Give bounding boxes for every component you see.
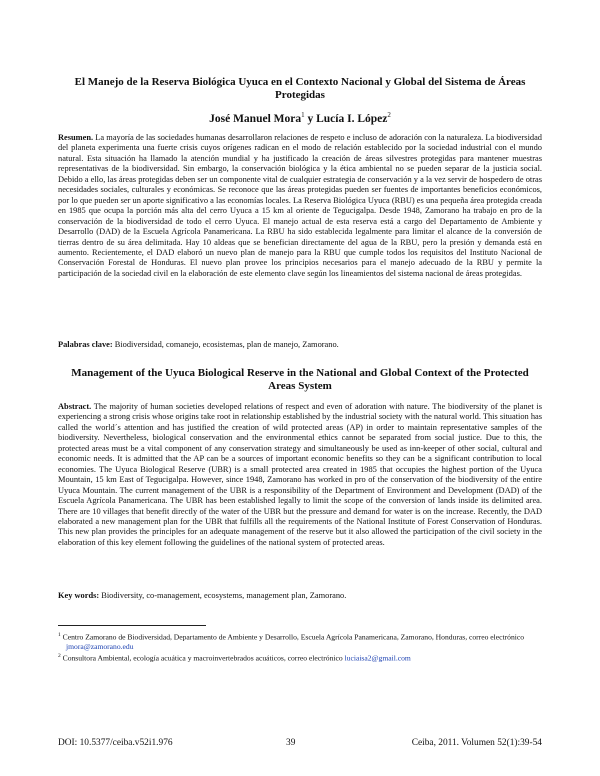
resumen-paragraph (58, 133, 542, 279)
abstract-paragraph (58, 402, 542, 548)
author-2-footnote-mark[interactable]: 2 (387, 111, 391, 119)
author-2: Lucía I. López (316, 112, 388, 125)
authors-connector: y (304, 112, 317, 125)
footnote-divider (58, 625, 206, 626)
footnote-2 (58, 652, 542, 663)
abstract-text: The majority of human societies developed relations of respect and even of adoration with nature. The biodiversity of the planet is experiencing a strong crisis whose origins take root in relationship established by the industrial society with the natural world. This situation has called the world´s attention and has justified the creation of wild protected areas (AP) in order to maintain representative samples of the biodiversity. Nevertheless, biological conservation and the environmental ethics cannot be separated from social justice. Due to this, the protected areas must be a vital component of any conservation strategy and simultaneously be used as inn-keeper of other social, cultural and economic needs. It is admitted that the AP can be a sources of important economic benefits so they can be a significant contribution to local economies. The Uyuca Biological Reserve (UBR) is a small protected area created in 1985 that occupies the highest portion of the Uyuca Mountain, 15 km East of Tegucigalpa. However, since 1948, Zamorano has worked in pro of the conservation of the biodiversity of the entire Uyuca Mountain. The current management of the UBR is a responsibility of the Department of Environment and Development (DAD) of the Escuela Agrícola Panamericana. The UBR has been established legally to limit the scope of the conversion of lands inside its delimited area. There are 10 villages that benefit directly of the water of the UBR but the pressure and demand for water is on the increase. Recently, the DAD elaborated a new management plan for the UBR that fulfills all the requirements of the National Institute of Forest Conservation of Honduras. This new plan provides the principles for an adequate management of the reserve but it also allowed the participation of the civil society in the elaboration of this key element following the guidelines of the national system of protected areas. (58, 402, 542, 547)
resumen-text: La mayoría de las sociedades humanas desarrollaron relaciones de respeto e incluso de adoración con la naturaleza. La biodiversidad del planeta experimenta una fuerte crisis cuyos orígenes radican en el modo de relación establecido por la sociedad industrial con el mundo natural. Esta situación ha llamado la atención mundial y ha justificado la creación de áreas silvestres protegidas para mantener muestras representativas de la biodiversidad. Sin embargo, la conservación biológica y la ética ambiental no se pueden separar de la justicia social. Debido a ello, las áreas protegidas deben ser un componente vital de cualquier estrategia de conservación y a la vez servir de hospedero de otras necesidades sociales, culturales y económicas. Se reconoce que las áreas protegidas pueden ser fuentes de importantes beneficios económicos, por lo que pueden ser un aporte significativo a las economías locales. La Reserva Biológica Uyuca (RBU) es una pequeña área protegida creada en 1985 que ocupa la porción más alta del cerro Uyuca a 15 km al oriente de Tegucigalpa. Desde 1948, Zamorano ha trabajo en pro de la conservación de la biodiversidad de todo el cerro Uyuca. El manejo actual de esta reserva está a cargo del Departamento de Ambiente y Desarrollo (DAD) de la Escuela Agrícola Panamericana. La RBU ha sido establecida legalmente para limitar el alcance de la conversión de tierras dentro de su área delimitada. Hay 10 aldeas que se benefician directamente del agua de la RBU, pero la presión y demanda está en aumento. Recientemente, el DAD elaboró un nuevo plan de manejo para la RBU que cumple todos los requisitos del Instituto Nacional de Conservación Forestal de Honduras. El nuevo plan provee los principios necesarios para el manejo adecuado de la RBU y permite la participación de la sociedad civil en la elaboración de este elemento clave según los lineamientos del sistema nacional de áreas protegidas. (58, 133, 542, 278)
journal-citation: Ceiba, 2011. Volumen 52(1):39-54 (411, 738, 542, 748)
spanish-title: El Manejo de la Reserva Biológica Uyuca en el Contexto Nacional y Global del Sistema de Áreas Protegidas (74, 76, 526, 101)
author-1: José Manuel Mora (209, 112, 302, 125)
abstract-label: Abstract. (58, 402, 92, 411)
footnotes (58, 631, 542, 663)
key-words-text: Biodiversity, co-management, ecosystems, management plan, Zamorano. (99, 591, 347, 600)
palabras-clave-paragraph (58, 340, 542, 350)
footnote-2-text: Consultora Ambiental, ecología acuática y macroinvertebrados acuáticos, correo electrónico (60, 653, 345, 663)
key-words-label: Key words: (58, 591, 100, 600)
resumen-label: Resumen. (58, 133, 94, 142)
footnote-1-email-link[interactable]: jmora@zamorano.edu (66, 642, 134, 652)
doi: DOI: 10.5377/ceiba.v52i1.976 (58, 738, 173, 748)
key-words-paragraph (58, 591, 542, 601)
page-number: 39 (286, 738, 296, 748)
footnote-1 (58, 631, 542, 652)
footnote-2-email-link[interactable]: luciaisa2@gmail.com (344, 653, 411, 663)
english-title: Management of the Uyuca Biological Reserve in the National and Global Context of the Protected Areas System (71, 367, 529, 392)
author-1-footnote-mark[interactable]: 1 (301, 111, 305, 119)
palabras-clave-label: Palabras clave: (58, 340, 113, 349)
footnote-1-text: Centro Zamorano de Biodiversidad, Departamento de Ambiente y Desarrollo, Escuela Agrícola Panamericana, Zamorano, Honduras, correo electrónico (60, 632, 525, 642)
palabras-clave-text: Biodiversidad, comanejo, ecosistemas, plan de manejo, Zamorano. (112, 340, 339, 349)
footnote-2-mark: 2 (58, 652, 61, 659)
authors-line (58, 108, 542, 126)
footnote-1-mark: 1 (58, 632, 61, 638)
